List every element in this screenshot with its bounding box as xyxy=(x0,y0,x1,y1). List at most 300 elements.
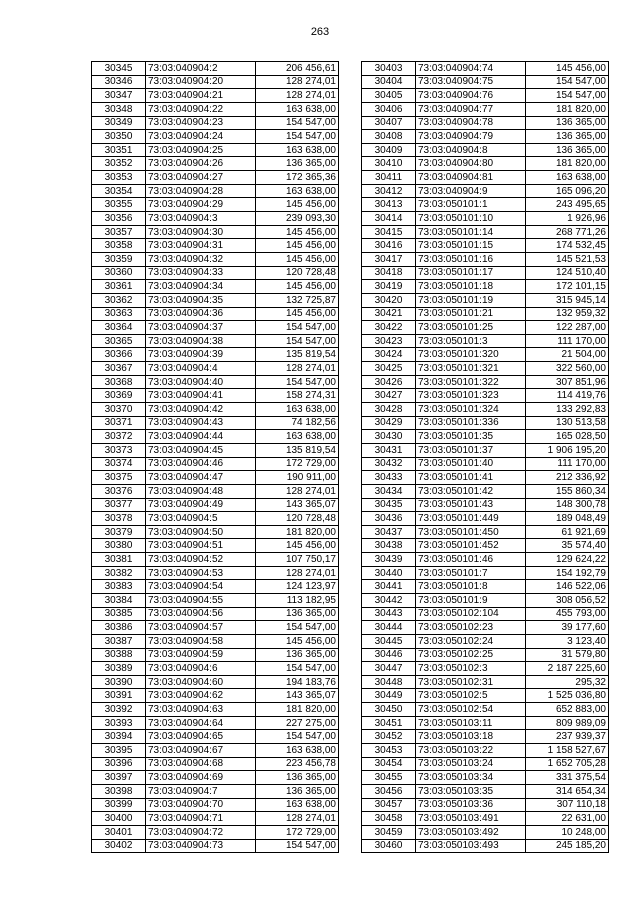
table-row xyxy=(362,648,609,662)
cadastral-number-cell: 73:03:050103:36 xyxy=(416,798,526,812)
amount-cell: 128 274,01 xyxy=(256,75,339,89)
amount-cell: 181 820,00 xyxy=(526,157,609,171)
row-number-cell: 30393 xyxy=(92,716,146,730)
amount-cell: 268 771,26 xyxy=(526,225,609,239)
cadastral-number-cell: 73:03:050101:10 xyxy=(416,212,526,226)
table-row xyxy=(92,757,339,771)
cadastral-number-cell: 73:03:040904:51 xyxy=(146,539,256,553)
cadastral-number-cell: 73:03:040904:63 xyxy=(146,703,256,717)
amount-cell: 136 365,00 xyxy=(526,143,609,157)
row-number-cell: 30434 xyxy=(362,484,416,498)
cadastral-number-cell: 73:03:040904:20 xyxy=(146,75,256,89)
row-number-cell: 30387 xyxy=(92,634,146,648)
row-number-cell: 30378 xyxy=(92,512,146,526)
row-number-cell: 30361 xyxy=(92,280,146,294)
cadastral-number-cell: 73:03:040904:48 xyxy=(146,484,256,498)
table-row xyxy=(362,689,609,703)
table-row xyxy=(362,348,609,362)
table-row xyxy=(362,757,609,771)
cadastral-number-cell: 73:03:040904:79 xyxy=(416,130,526,144)
row-number-cell: 30388 xyxy=(92,648,146,662)
amount-cell: 163 638,00 xyxy=(256,143,339,157)
amount-cell: 135 819,54 xyxy=(256,348,339,362)
table-row xyxy=(362,280,609,294)
table-row xyxy=(362,116,609,130)
cadastral-number-cell: 73:03:050101:25 xyxy=(416,321,526,335)
amount-cell: 120 728,48 xyxy=(256,266,339,280)
amount-cell: 143 365,07 xyxy=(256,498,339,512)
amount-cell: 237 939,37 xyxy=(526,730,609,744)
cadastral-number-cell: 73:03:050101:16 xyxy=(416,252,526,266)
cadastral-number-cell: 73:03:050101:1 xyxy=(416,198,526,212)
table-row xyxy=(92,252,339,266)
table-row xyxy=(362,771,609,785)
row-number-cell: 30447 xyxy=(362,662,416,676)
cadastral-number-cell: 73:03:040904:68 xyxy=(146,757,256,771)
cadastral-number-cell: 73:03:040904:36 xyxy=(146,307,256,321)
table-row xyxy=(92,730,339,744)
cadastral-number-cell: 73:03:050101:452 xyxy=(416,539,526,553)
row-number-cell: 30444 xyxy=(362,621,416,635)
table-row xyxy=(362,89,609,103)
table-row xyxy=(92,812,339,826)
row-number-cell: 30363 xyxy=(92,307,146,321)
table-row xyxy=(362,703,609,717)
left-table xyxy=(91,61,339,853)
amount-cell: 136 365,00 xyxy=(256,157,339,171)
table-row xyxy=(362,171,609,185)
amount-cell: 143 365,07 xyxy=(256,689,339,703)
table-row xyxy=(92,212,339,226)
cadastral-number-cell: 73:03:050101:17 xyxy=(416,266,526,280)
amount-cell: 154 192,79 xyxy=(526,566,609,580)
cadastral-number-cell: 73:03:050101:9 xyxy=(416,593,526,607)
row-number-cell: 30409 xyxy=(362,143,416,157)
row-number-cell: 30421 xyxy=(362,307,416,321)
row-number-cell: 30453 xyxy=(362,744,416,758)
amount-cell: 145 456,00 xyxy=(256,225,339,239)
row-number-cell: 30358 xyxy=(92,239,146,253)
row-number-cell: 30373 xyxy=(92,443,146,457)
cadastral-number-cell: 73:03:040904:8 xyxy=(416,143,526,157)
table-row xyxy=(92,621,339,635)
cadastral-number-cell: 73:03:050101:42 xyxy=(416,484,526,498)
cadastral-number-cell: 73:03:040904:59 xyxy=(146,648,256,662)
row-number-cell: 30451 xyxy=(362,716,416,730)
table-row xyxy=(362,102,609,116)
table-row xyxy=(92,675,339,689)
table-row xyxy=(92,662,339,676)
amount-cell: 154 547,00 xyxy=(256,334,339,348)
table-row xyxy=(362,184,609,198)
table-row xyxy=(362,662,609,676)
amount-cell: 133 292,83 xyxy=(526,403,609,417)
amount-cell: 174 532,45 xyxy=(526,239,609,253)
row-number-cell: 30360 xyxy=(92,266,146,280)
row-number-cell: 30400 xyxy=(92,812,146,826)
table-row xyxy=(92,484,339,498)
table-row xyxy=(92,593,339,607)
amount-cell: 165 096,20 xyxy=(526,184,609,198)
row-number-cell: 30346 xyxy=(92,75,146,89)
row-number-cell: 30423 xyxy=(362,334,416,348)
cadastral-number-cell: 73:03:040904:50 xyxy=(146,525,256,539)
cadastral-number-cell: 73:03:050101:46 xyxy=(416,553,526,567)
row-number-cell: 30362 xyxy=(92,293,146,307)
table-row xyxy=(362,130,609,144)
amount-cell: 1 926,96 xyxy=(526,212,609,226)
row-number-cell: 30354 xyxy=(92,184,146,198)
cadastral-number-cell: 73:03:040904:4 xyxy=(146,362,256,376)
amount-cell: 1 906 195,20 xyxy=(526,443,609,457)
table-row xyxy=(92,130,339,144)
cadastral-number-cell: 73:03:040904:5 xyxy=(146,512,256,526)
amount-cell: 145 456,00 xyxy=(256,634,339,648)
cadastral-number-cell: 73:03:050101:35 xyxy=(416,430,526,444)
table-row xyxy=(92,239,339,253)
row-number-cell: 30408 xyxy=(362,130,416,144)
cadastral-number-cell: 73:03:040904:37 xyxy=(146,321,256,335)
table-row xyxy=(92,171,339,185)
row-number-cell: 30365 xyxy=(92,334,146,348)
row-number-cell: 30412 xyxy=(362,184,416,198)
cadastral-number-cell: 73:03:040904:2 xyxy=(146,62,256,76)
cadastral-number-cell: 73:03:050103:22 xyxy=(416,744,526,758)
row-number-cell: 30459 xyxy=(362,825,416,839)
table-row xyxy=(92,307,339,321)
cadastral-number-cell: 73:03:040904:24 xyxy=(146,130,256,144)
table-row xyxy=(92,375,339,389)
cadastral-number-cell: 73:03:050101:40 xyxy=(416,457,526,471)
table-row xyxy=(92,512,339,526)
table-row xyxy=(362,744,609,758)
amount-cell: 128 274,01 xyxy=(256,484,339,498)
table-row xyxy=(92,825,339,839)
amount-cell: 145 456,00 xyxy=(526,62,609,76)
cadastral-number-cell: 73:03:050103:24 xyxy=(416,757,526,771)
row-number-cell: 30355 xyxy=(92,198,146,212)
row-number-cell: 30406 xyxy=(362,102,416,116)
table-row xyxy=(362,252,609,266)
row-number-cell: 30438 xyxy=(362,539,416,553)
cadastral-number-cell: 73:03:040904:81 xyxy=(416,171,526,185)
cadastral-number-cell: 73:03:050103:492 xyxy=(416,825,526,839)
table-row xyxy=(362,825,609,839)
amount-cell: 114 419,76 xyxy=(526,389,609,403)
row-number-cell: 30413 xyxy=(362,198,416,212)
amount-cell: 136 365,00 xyxy=(526,130,609,144)
table-row xyxy=(362,839,609,853)
row-number-cell: 30394 xyxy=(92,730,146,744)
table-row xyxy=(362,621,609,635)
row-number-cell: 30374 xyxy=(92,457,146,471)
amount-cell: 227 275,00 xyxy=(256,716,339,730)
amount-cell: 163 638,00 xyxy=(256,102,339,116)
table-row xyxy=(92,648,339,662)
amount-cell: 136 365,00 xyxy=(256,771,339,785)
amount-cell: 206 456,61 xyxy=(256,62,339,76)
row-number-cell: 30391 xyxy=(92,689,146,703)
table-row xyxy=(92,716,339,730)
row-number-cell: 30456 xyxy=(362,784,416,798)
cadastral-number-cell: 73:03:040904:70 xyxy=(146,798,256,812)
row-number-cell: 30455 xyxy=(362,771,416,785)
amount-cell: 307 851,96 xyxy=(526,375,609,389)
cadastral-number-cell: 73:03:040904:53 xyxy=(146,566,256,580)
amount-cell: 809 989,09 xyxy=(526,716,609,730)
cadastral-number-cell: 73:03:040904:28 xyxy=(146,184,256,198)
table-row xyxy=(92,225,339,239)
amount-cell: 223 456,78 xyxy=(256,757,339,771)
cadastral-number-cell: 73:03:050101:323 xyxy=(416,389,526,403)
amount-cell: 154 547,00 xyxy=(256,116,339,130)
row-number-cell: 30386 xyxy=(92,621,146,635)
table-row xyxy=(362,798,609,812)
cadastral-number-cell: 73:03:050101:37 xyxy=(416,443,526,457)
cadastral-number-cell: 73:03:050102:23 xyxy=(416,621,526,635)
row-number-cell: 30445 xyxy=(362,634,416,648)
amount-cell: 154 547,00 xyxy=(256,375,339,389)
table-row xyxy=(92,566,339,580)
cadastral-number-cell: 73:03:040904:30 xyxy=(146,225,256,239)
table-row xyxy=(92,703,339,717)
table-row xyxy=(92,443,339,457)
row-number-cell: 30389 xyxy=(92,662,146,676)
amount-cell: 163 638,00 xyxy=(526,171,609,185)
amount-cell: 1 652 705,28 xyxy=(526,757,609,771)
row-number-cell: 30411 xyxy=(362,171,416,185)
table-row xyxy=(362,416,609,430)
cadastral-number-cell: 73:03:040904:67 xyxy=(146,744,256,758)
row-number-cell: 30380 xyxy=(92,539,146,553)
cadastral-number-cell: 73:03:050103:493 xyxy=(416,839,526,853)
table-row xyxy=(362,525,609,539)
amount-cell: 189 048,49 xyxy=(526,512,609,526)
row-number-cell: 30375 xyxy=(92,471,146,485)
amount-cell: 145 456,00 xyxy=(256,252,339,266)
cadastral-number-cell: 73:03:040904:77 xyxy=(416,102,526,116)
amount-cell: 455 793,00 xyxy=(526,607,609,621)
table-row xyxy=(92,280,339,294)
cadastral-number-cell: 73:03:040904:33 xyxy=(146,266,256,280)
table-row xyxy=(362,266,609,280)
amount-cell: 163 638,00 xyxy=(256,744,339,758)
row-number-cell: 30450 xyxy=(362,703,416,717)
cadastral-number-cell: 73:03:040904:35 xyxy=(146,293,256,307)
table-row xyxy=(92,62,339,76)
row-number-cell: 30433 xyxy=(362,471,416,485)
row-number-cell: 30351 xyxy=(92,143,146,157)
cadastral-number-cell: 73:03:050101:7 xyxy=(416,566,526,580)
cadastral-number-cell: 73:03:050101:3 xyxy=(416,334,526,348)
amount-cell: 3 123,40 xyxy=(526,634,609,648)
amount-cell: 148 300,78 xyxy=(526,498,609,512)
row-number-cell: 30359 xyxy=(92,252,146,266)
row-number-cell: 30428 xyxy=(362,403,416,417)
cadastral-number-cell: 73:03:040904:27 xyxy=(146,171,256,185)
cadastral-number-cell: 73:03:040904:45 xyxy=(146,443,256,457)
row-number-cell: 30435 xyxy=(362,498,416,512)
cadastral-number-cell: 73:03:050103:18 xyxy=(416,730,526,744)
amount-cell: 35 574,40 xyxy=(526,539,609,553)
cadastral-number-cell: 73:03:040904:46 xyxy=(146,457,256,471)
cadastral-number-cell: 73:03:040904:44 xyxy=(146,430,256,444)
cadastral-number-cell: 73:03:050101:322 xyxy=(416,375,526,389)
amount-cell: 295,32 xyxy=(526,675,609,689)
table-row xyxy=(362,607,609,621)
amount-cell: 128 274,01 xyxy=(256,362,339,376)
amount-cell: 652 883,00 xyxy=(526,703,609,717)
table-row xyxy=(92,553,339,567)
amount-cell: 21 504,00 xyxy=(526,348,609,362)
table-row xyxy=(362,62,609,76)
row-number-cell: 30372 xyxy=(92,430,146,444)
table-row xyxy=(362,457,609,471)
row-number-cell: 30432 xyxy=(362,457,416,471)
amount-cell: 172 365,36 xyxy=(256,171,339,185)
row-number-cell: 30440 xyxy=(362,566,416,580)
cadastral-number-cell: 73:03:050101:324 xyxy=(416,403,526,417)
amount-cell: 145 456,00 xyxy=(256,198,339,212)
table-row xyxy=(362,225,609,239)
row-number-cell: 30356 xyxy=(92,212,146,226)
table-row xyxy=(92,116,339,130)
amount-cell: 145 456,00 xyxy=(256,239,339,253)
row-number-cell: 30377 xyxy=(92,498,146,512)
table-row xyxy=(362,580,609,594)
cadastral-number-cell: 73:03:040904:42 xyxy=(146,403,256,417)
table-row xyxy=(362,784,609,798)
row-number-cell: 30457 xyxy=(362,798,416,812)
cadastral-number-cell: 73:03:050101:43 xyxy=(416,498,526,512)
cadastral-number-cell: 73:03:040904:22 xyxy=(146,102,256,116)
table-row xyxy=(92,143,339,157)
amount-cell: 1 525 036,80 xyxy=(526,689,609,703)
cadastral-number-cell: 73:03:040904:60 xyxy=(146,675,256,689)
table-row xyxy=(92,525,339,539)
row-number-cell: 30345 xyxy=(92,62,146,76)
amount-cell: 181 820,00 xyxy=(526,102,609,116)
table-row xyxy=(92,321,339,335)
cadastral-number-cell: 73:03:040904:25 xyxy=(146,143,256,157)
cadastral-number-cell: 73:03:040904:23 xyxy=(146,116,256,130)
row-number-cell: 30425 xyxy=(362,362,416,376)
row-number-cell: 30401 xyxy=(92,825,146,839)
row-number-cell: 30407 xyxy=(362,116,416,130)
row-number-cell: 30416 xyxy=(362,239,416,253)
amount-cell: 154 547,00 xyxy=(526,75,609,89)
cadastral-number-cell: 73:03:040904:75 xyxy=(416,75,526,89)
amount-cell: 154 547,00 xyxy=(256,730,339,744)
row-number-cell: 30379 xyxy=(92,525,146,539)
cadastral-number-cell: 73:03:050101:320 xyxy=(416,348,526,362)
amount-cell: 158 274,31 xyxy=(256,389,339,403)
amount-cell: 130 513,58 xyxy=(526,416,609,430)
table-row xyxy=(92,607,339,621)
amount-cell: 111 170,00 xyxy=(526,457,609,471)
cadastral-number-cell: 73:03:050102:24 xyxy=(416,634,526,648)
amount-cell: 132 959,32 xyxy=(526,307,609,321)
row-number-cell: 30383 xyxy=(92,580,146,594)
table-row xyxy=(92,839,339,853)
table-row xyxy=(362,198,609,212)
table-row xyxy=(362,812,609,826)
cadastral-number-cell: 73:03:040904:31 xyxy=(146,239,256,253)
cadastral-number-cell: 73:03:050101:449 xyxy=(416,512,526,526)
amount-cell: 145 456,00 xyxy=(256,539,339,553)
right-table xyxy=(361,61,609,853)
cadastral-number-cell: 73:03:050103:34 xyxy=(416,771,526,785)
amount-cell: 322 560,00 xyxy=(526,362,609,376)
row-number-cell: 30439 xyxy=(362,553,416,567)
amount-cell: 163 638,00 xyxy=(256,184,339,198)
row-number-cell: 30371 xyxy=(92,416,146,430)
row-number-cell: 30370 xyxy=(92,403,146,417)
row-number-cell: 30426 xyxy=(362,375,416,389)
row-number-cell: 30430 xyxy=(362,430,416,444)
cadastral-number-cell: 73:03:040904:43 xyxy=(146,416,256,430)
cadastral-number-cell: 73:03:050101:321 xyxy=(416,362,526,376)
row-number-cell: 30348 xyxy=(92,102,146,116)
table-row xyxy=(92,539,339,553)
cadastral-number-cell: 73:03:040904:72 xyxy=(146,825,256,839)
table-row xyxy=(362,553,609,567)
table-row xyxy=(362,512,609,526)
table-row xyxy=(362,293,609,307)
amount-cell: 163 638,00 xyxy=(256,798,339,812)
table-row xyxy=(92,334,339,348)
amount-cell: 194 183,76 xyxy=(256,675,339,689)
amount-cell: 212 336,92 xyxy=(526,471,609,485)
row-number-cell: 30397 xyxy=(92,771,146,785)
cadastral-number-cell: 73:03:040904:62 xyxy=(146,689,256,703)
cadastral-number-cell: 73:03:050102:5 xyxy=(416,689,526,703)
row-number-cell: 30364 xyxy=(92,321,146,335)
table-row xyxy=(92,771,339,785)
cadastral-number-cell: 73:03:040904:54 xyxy=(146,580,256,594)
amount-cell: 154 547,00 xyxy=(256,130,339,144)
table-row xyxy=(362,443,609,457)
row-number-cell: 30419 xyxy=(362,280,416,294)
cadastral-number-cell: 73:03:040904:57 xyxy=(146,621,256,635)
amount-cell: 154 547,00 xyxy=(526,89,609,103)
row-number-cell: 30448 xyxy=(362,675,416,689)
cadastral-number-cell: 73:03:050101:18 xyxy=(416,280,526,294)
amount-cell: 181 820,00 xyxy=(256,703,339,717)
cadastral-number-cell: 73:03:040904:56 xyxy=(146,607,256,621)
amount-cell: 2 187 225,60 xyxy=(526,662,609,676)
amount-cell: 181 820,00 xyxy=(256,525,339,539)
row-number-cell: 30458 xyxy=(362,812,416,826)
amount-cell: 172 729,00 xyxy=(256,825,339,839)
row-number-cell: 30357 xyxy=(92,225,146,239)
table-row xyxy=(362,362,609,376)
table-row xyxy=(92,744,339,758)
cadastral-number-cell: 73:03:040904:38 xyxy=(146,334,256,348)
cadastral-number-cell: 73:03:040904:52 xyxy=(146,553,256,567)
table-row xyxy=(362,157,609,171)
row-number-cell: 30376 xyxy=(92,484,146,498)
row-number-cell: 30368 xyxy=(92,375,146,389)
table-row xyxy=(92,89,339,103)
amount-cell: 163 638,00 xyxy=(256,430,339,444)
table-row xyxy=(362,375,609,389)
amount-cell: 111 170,00 xyxy=(526,334,609,348)
table-row xyxy=(92,689,339,703)
amount-cell: 1 158 527,67 xyxy=(526,744,609,758)
cadastral-number-cell: 73:03:050101:41 xyxy=(416,471,526,485)
cadastral-number-cell: 73:03:040904:41 xyxy=(146,389,256,403)
